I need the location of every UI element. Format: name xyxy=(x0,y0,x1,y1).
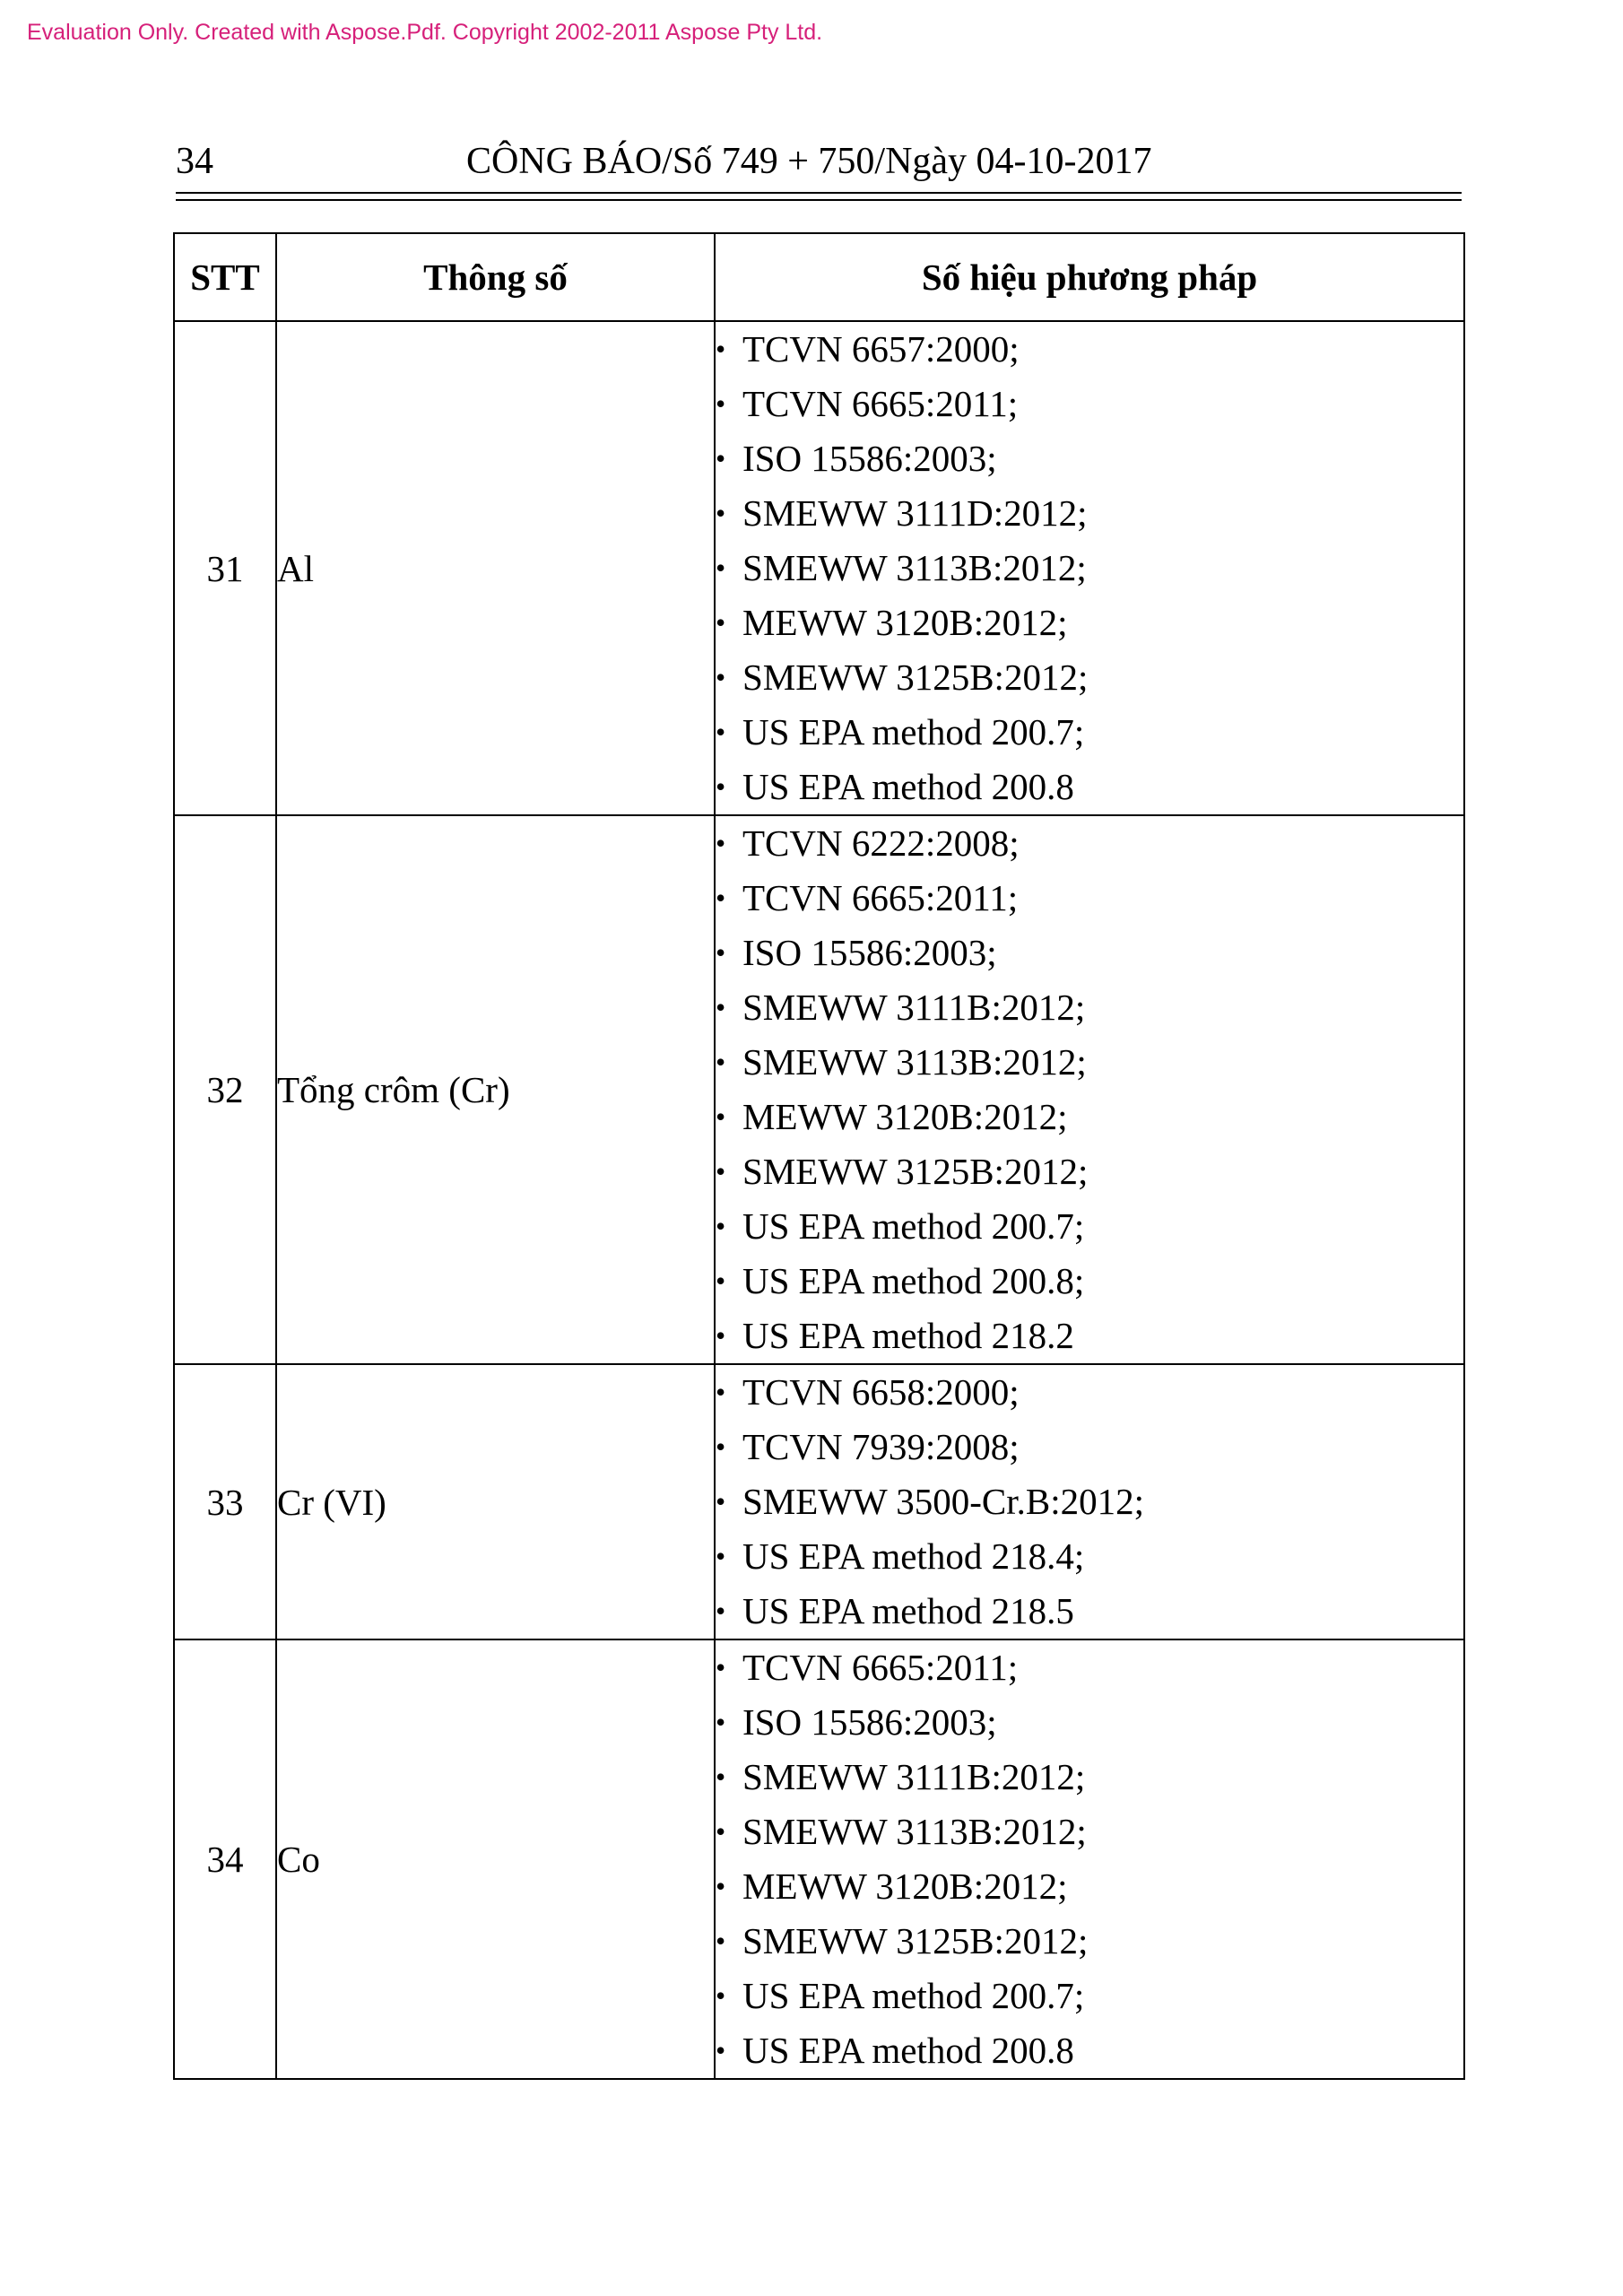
bullet-icon: • xyxy=(716,1210,726,1242)
method-code: US EPA method 218.2 xyxy=(742,1315,1074,1356)
bullet-icon: • xyxy=(716,1431,726,1463)
method-code: SMEWW 3113B:2012; xyxy=(742,1811,1087,1852)
method-code: ISO 15586:2003; xyxy=(742,438,997,479)
list-item xyxy=(716,1914,1463,1969)
method-code: MEWW 3120B:2012; xyxy=(742,1866,1068,1907)
table-row xyxy=(174,321,1464,815)
header-rule-bottom xyxy=(176,199,1462,201)
list-item xyxy=(716,1199,1463,1254)
bullet-icon: • xyxy=(716,1376,726,1408)
page-number: 34 xyxy=(176,141,213,182)
method-code: US EPA method 200.8 xyxy=(742,2030,1074,2071)
bullet-icon: • xyxy=(716,1265,726,1297)
list-item xyxy=(716,1859,1463,1914)
bullet-icon: • xyxy=(716,1925,726,1957)
method-code: SMEWW 3111B:2012; xyxy=(742,1756,1086,1797)
row-parameter: Al xyxy=(276,321,715,815)
method-code: US EPA method 200.8 xyxy=(742,766,1074,807)
method-code: ISO 15586:2003; xyxy=(742,932,997,973)
bullet-icon: • xyxy=(716,497,726,529)
list-item xyxy=(716,1035,1463,1090)
bullet-icon: • xyxy=(716,333,726,365)
bullet-icon: • xyxy=(716,1155,726,1187)
bullet-icon: • xyxy=(716,661,726,693)
list-item xyxy=(716,1365,1463,1420)
method-code: TCVN 6658:2000; xyxy=(742,1371,1020,1413)
list-item xyxy=(716,377,1463,431)
method-code: SMEWW 3125B:2012; xyxy=(742,657,1089,698)
list-item xyxy=(716,650,1463,705)
list-item xyxy=(716,816,1463,871)
bullet-icon: • xyxy=(716,442,726,474)
row-parameter: Tổng crôm (Cr) xyxy=(276,815,715,1364)
list-item xyxy=(716,541,1463,596)
method-code: SMEWW 3125B:2012; xyxy=(742,1920,1089,1961)
row-parameter: Cr (VI) xyxy=(276,1364,715,1639)
list-item xyxy=(716,1090,1463,1144)
list-item xyxy=(716,1144,1463,1199)
bullet-icon: • xyxy=(716,1706,726,1738)
table-body xyxy=(174,321,1464,2079)
method-code: TCVN 6222:2008; xyxy=(742,822,1020,864)
method-code: SMEWW 3113B:2012; xyxy=(742,547,1087,588)
bullet-icon: • xyxy=(716,606,726,639)
list-item xyxy=(716,1695,1463,1750)
bullet-icon: • xyxy=(716,387,726,420)
list-item xyxy=(716,1640,1463,1695)
method-list xyxy=(716,1640,1463,2078)
row-methods xyxy=(715,321,1464,815)
method-code: US EPA method 200.7; xyxy=(742,711,1085,752)
method-code: SMEWW 3111D:2012; xyxy=(742,492,1088,534)
bullet-icon: • xyxy=(716,1815,726,1848)
table-row xyxy=(174,815,1464,1364)
methods-table xyxy=(173,232,1465,2080)
method-code: TCVN 6665:2011; xyxy=(742,877,1019,918)
method-list xyxy=(716,816,1463,1363)
method-code: MEWW 3120B:2012; xyxy=(742,602,1068,643)
list-item xyxy=(716,871,1463,926)
bullet-icon: • xyxy=(716,1540,726,1572)
method-code: SMEWW 3500-Cr.B:2012; xyxy=(742,1481,1144,1522)
method-code: SMEWW 3125B:2012; xyxy=(742,1151,1089,1192)
list-item xyxy=(716,486,1463,541)
method-list xyxy=(716,322,1463,814)
method-code: TCVN 6665:2011; xyxy=(742,383,1019,424)
list-item xyxy=(716,1254,1463,1309)
method-code: TCVN 7939:2008; xyxy=(742,1426,1020,1467)
method-code: US EPA method 200.7; xyxy=(742,1205,1085,1247)
row-stt: 34 xyxy=(174,1639,276,2079)
list-item xyxy=(716,431,1463,486)
bullet-icon: • xyxy=(716,936,726,969)
bullet-icon: • xyxy=(716,1651,726,1683)
bullet-icon: • xyxy=(716,1485,726,1518)
method-code: SMEWW 3111B:2012; xyxy=(742,987,1086,1028)
list-item xyxy=(716,1420,1463,1474)
bullet-icon: • xyxy=(716,827,726,859)
row-methods xyxy=(715,1364,1464,1639)
list-item xyxy=(716,1309,1463,1363)
row-stt: 33 xyxy=(174,1364,276,1639)
bullet-icon: • xyxy=(716,882,726,914)
list-item xyxy=(716,1805,1463,1859)
method-code: US EPA method 218.5 xyxy=(742,1590,1074,1631)
bullet-icon: • xyxy=(716,552,726,584)
list-item xyxy=(716,926,1463,980)
bullet-icon: • xyxy=(716,1100,726,1133)
table-row xyxy=(174,1364,1464,1639)
bullet-icon: • xyxy=(716,1046,726,1078)
method-list xyxy=(716,1365,1463,1639)
method-code: US EPA method 200.8; xyxy=(742,1260,1085,1301)
list-item xyxy=(716,1750,1463,1805)
list-item xyxy=(716,322,1463,377)
bullet-icon: • xyxy=(716,716,726,748)
row-parameter: Co xyxy=(276,1639,715,2079)
method-code: TCVN 6657:2000; xyxy=(742,328,1020,370)
row-methods xyxy=(715,815,1464,1364)
row-stt: 32 xyxy=(174,815,276,1364)
method-code: US EPA method 218.4; xyxy=(742,1535,1085,1577)
row-stt: 31 xyxy=(174,321,276,815)
bullet-icon: • xyxy=(716,991,726,1023)
list-item xyxy=(716,2023,1463,2078)
column-header-stt: STT xyxy=(174,233,276,321)
method-code: US EPA method 200.7; xyxy=(742,1975,1085,2016)
method-code: TCVN 6665:2011; xyxy=(742,1647,1019,1688)
list-item xyxy=(716,760,1463,814)
list-item xyxy=(716,705,1463,760)
running-title: CÔNG BÁO/Số 749 + 750/Ngày 04-10-2017 xyxy=(466,141,1152,182)
bullet-icon: • xyxy=(716,1761,726,1793)
column-header-method: Số hiệu phương pháp xyxy=(715,233,1464,321)
method-code: MEWW 3120B:2012; xyxy=(742,1096,1068,1137)
column-header-parameter: Thông số xyxy=(276,233,715,321)
table-row xyxy=(174,1639,1464,2079)
method-code: SMEWW 3113B:2012; xyxy=(742,1041,1087,1083)
method-code: ISO 15586:2003; xyxy=(742,1701,997,1743)
bullet-icon: • xyxy=(716,1979,726,2012)
bullet-icon: • xyxy=(716,2034,726,2066)
bullet-icon: • xyxy=(716,1595,726,1627)
list-item xyxy=(716,1529,1463,1584)
list-item xyxy=(716,980,1463,1035)
row-methods xyxy=(715,1639,1464,2079)
bullet-icon: • xyxy=(716,1319,726,1352)
bullet-icon: • xyxy=(716,770,726,803)
list-item xyxy=(716,1969,1463,2023)
bullet-icon: • xyxy=(716,1870,726,1902)
list-item xyxy=(716,596,1463,650)
header-rule-top xyxy=(176,192,1462,194)
list-item xyxy=(716,1474,1463,1529)
list-item xyxy=(716,1584,1463,1639)
evaluation-watermark: Evaluation Only. Created with Aspose.Pdf. Copyright 2002-2011 Aspose Pty Ltd. xyxy=(27,20,823,45)
table-header-row xyxy=(174,233,1464,321)
